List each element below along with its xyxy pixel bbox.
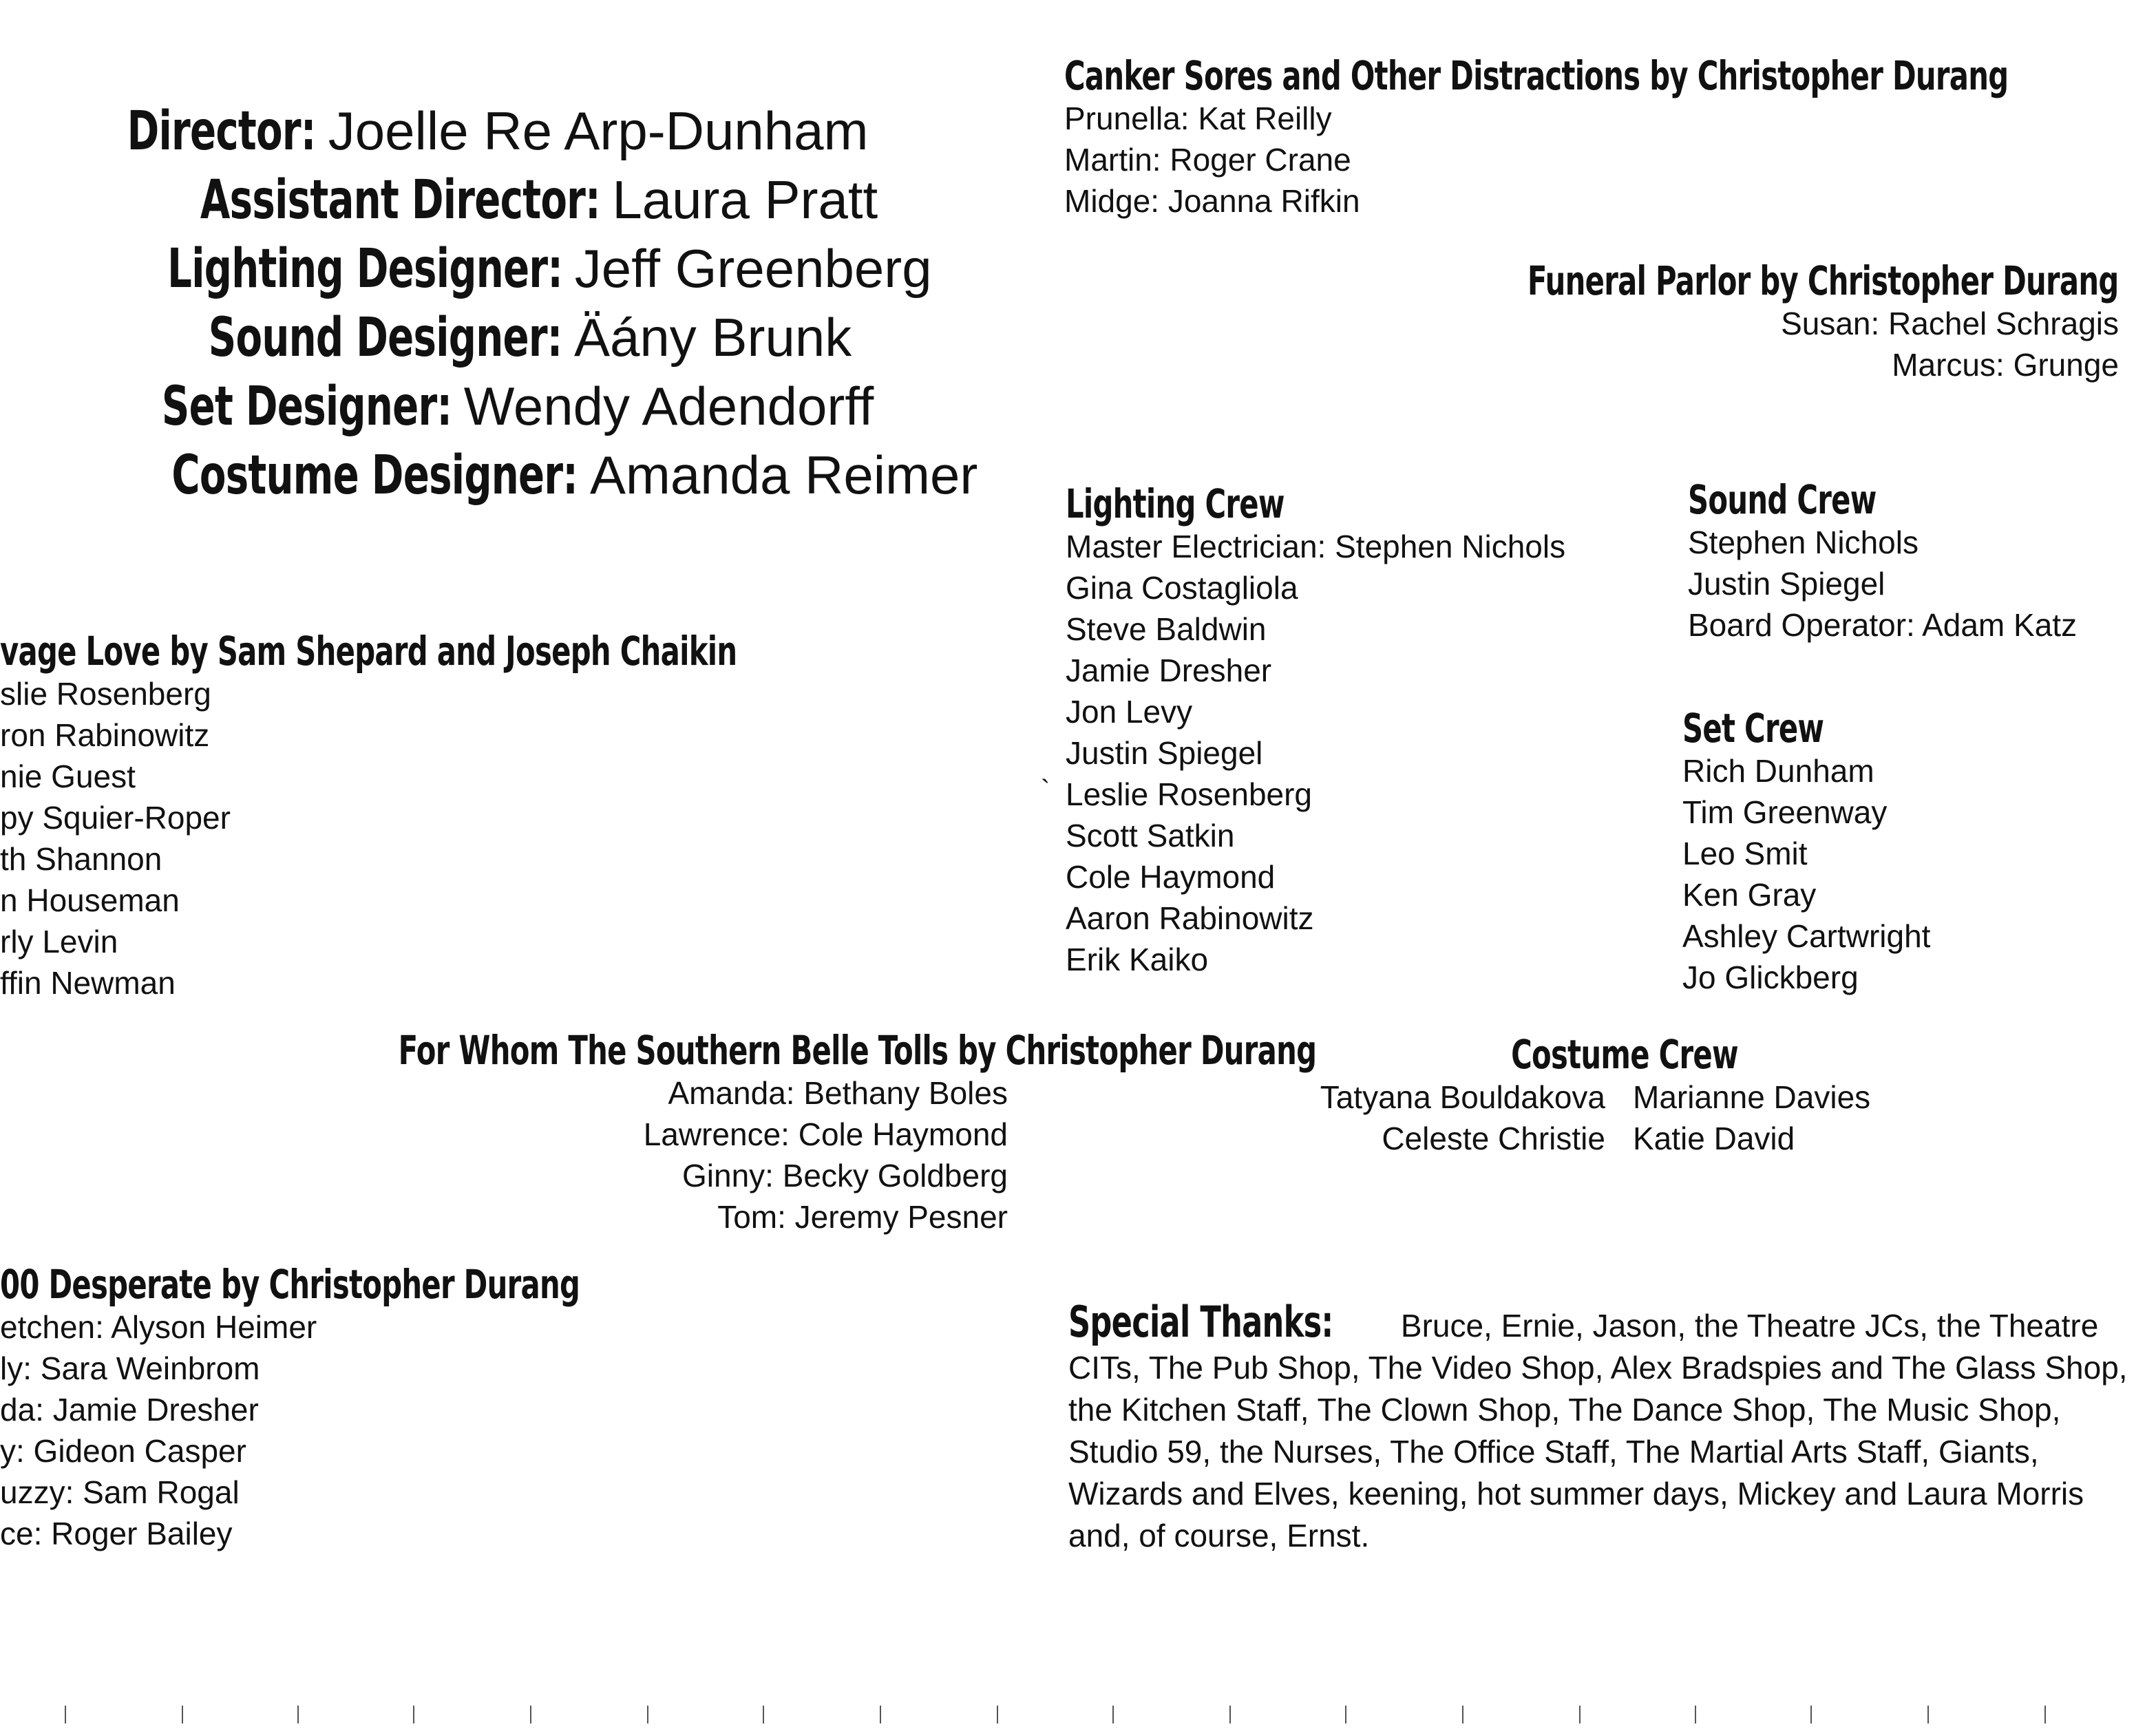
credit-lighting-designer bbox=[14, 234, 932, 303]
credit-name: Wendy Adendorff bbox=[463, 376, 874, 436]
crew-member: Ashley Cartwright bbox=[1682, 918, 1931, 954]
special-thanks-text: Bruce, Ernie, Jason, the Theatre JCs, the Theatre CITs, The Pub Shop, The Video Shop, Alex Bradspies and The Glass Shop, the Kitchen Staff, The Clown Shop, The Dance Shop, The Music Shop, Studio 59, the Nurses, The Office Staff, The Martial Arts Staff, Giants, Wizards and Elves, keening, hot summer days, Mickey and Laura Morris and, of course, Ernst. bbox=[1068, 1308, 2128, 1553]
credit-label: Set Designer: bbox=[161, 376, 452, 438]
play-funeral-parlor bbox=[1170, 259, 2119, 385]
tick-mark bbox=[65, 1706, 66, 1723]
tick-mark bbox=[1462, 1706, 1463, 1723]
tick-mark bbox=[647, 1706, 648, 1723]
set-crew bbox=[1682, 706, 2123, 998]
cast-line: Lawrence: Cole Haymond bbox=[643, 1116, 1008, 1152]
tick-mark bbox=[530, 1706, 531, 1723]
crew-member: Marianne Davies bbox=[1633, 1079, 1871, 1115]
crew-title: Sound Crew bbox=[1688, 476, 1877, 523]
crew-member: Leo Smit bbox=[1682, 836, 1808, 871]
credit-name: Joelle Re Arp-Dunham bbox=[328, 100, 869, 161]
cast-line: slie Rosenberg bbox=[0, 676, 211, 712]
cast-line: ron Rabinowitz bbox=[0, 717, 210, 753]
crew-member: Jon Levy bbox=[1066, 694, 1193, 730]
tick-mark bbox=[1345, 1706, 1346, 1723]
costume-crew bbox=[1280, 1032, 1969, 1159]
tick-mark bbox=[413, 1706, 414, 1723]
cast-line: Marcus: Grunge bbox=[1892, 347, 2119, 383]
play-savage-love bbox=[0, 629, 860, 1004]
crew-member: Justin Spiegel bbox=[1688, 566, 1885, 602]
play-title: Funeral Parlor by Christopher Durang bbox=[1528, 257, 2119, 304]
credit-director bbox=[14, 96, 909, 165]
tick-mark bbox=[1927, 1706, 1929, 1723]
cast-line: th Shannon bbox=[0, 841, 162, 877]
crew-member: Leslie Rosenberg bbox=[1066, 776, 1313, 812]
play-title: vage Love by Sam Shepard and Joseph Chaikin bbox=[0, 628, 737, 675]
play-too-desperate bbox=[0, 1262, 860, 1554]
crew-member: Scott Satkin bbox=[1066, 818, 1235, 853]
tick-mark bbox=[880, 1706, 881, 1723]
tick-mark bbox=[997, 1706, 998, 1723]
crew-member: Board Operator: Adam Katz bbox=[1688, 607, 2078, 643]
cast-line: y: Gideon Casper bbox=[0, 1433, 246, 1469]
cast-line: Amanda: Bethany Boles bbox=[668, 1075, 1008, 1111]
credit-label: Director: bbox=[127, 100, 317, 162]
credit-label: Assistant Director: bbox=[200, 169, 600, 231]
cast-line: etchen: Alyson Heimer bbox=[0, 1309, 317, 1345]
cast-line: rly Levin bbox=[0, 924, 118, 959]
crew-member: Rich Dunham bbox=[1682, 753, 1874, 789]
cast-line: Tom: Jeremy Pesner bbox=[717, 1199, 1008, 1235]
crew-title: Costume Crew bbox=[1511, 1031, 1738, 1078]
stray-mark: ` bbox=[1041, 775, 1050, 805]
play-title: For Whom The Southern Belle Tolls by Christopher Durang bbox=[398, 1027, 1317, 1074]
tick-mark bbox=[1579, 1706, 1581, 1723]
crew-member: Stephen Nichols bbox=[1688, 524, 1919, 560]
tick-mark bbox=[1695, 1706, 1696, 1723]
credit-costume-designer bbox=[14, 441, 978, 509]
special-thanks-label: Special Thanks: bbox=[1068, 1297, 1333, 1347]
tick-mark bbox=[297, 1706, 299, 1723]
credit-name: Amanda Reimer bbox=[589, 445, 978, 505]
cast-line: Prunella: Kat Reilly bbox=[1064, 100, 1332, 136]
cast-line: uzzy: Sam Rogal bbox=[0, 1474, 240, 1510]
cast-line: ce: Roger Bailey bbox=[0, 1516, 233, 1551]
cast-line: n Houseman bbox=[0, 882, 180, 918]
credit-assistant-director bbox=[14, 165, 909, 234]
crew-member: Jamie Dresher bbox=[1066, 653, 1272, 688]
crew-title: Set Crew bbox=[1682, 705, 1824, 752]
tick-mark bbox=[2044, 1706, 2046, 1723]
play-southern-belle bbox=[41, 1027, 1317, 1238]
credit-label: Sound Designer: bbox=[208, 307, 562, 369]
cast-line: ly: Sara Weinbrom bbox=[0, 1350, 260, 1386]
tick-mark bbox=[1810, 1706, 1812, 1723]
tick-mark bbox=[182, 1706, 183, 1723]
crew-title: Lighting Crew bbox=[1066, 480, 1285, 527]
crew-member: Celeste Christie bbox=[1382, 1121, 1605, 1156]
cast-line: py Squier-Roper bbox=[0, 800, 231, 836]
crew-member: Tatyana Bouldakova bbox=[1320, 1079, 1605, 1115]
cast-line: da: Jamie Dresher bbox=[0, 1392, 259, 1428]
crew-member: Erik Kaiko bbox=[1066, 942, 1209, 977]
crew-member: Justin Spiegel bbox=[1066, 735, 1263, 771]
play-title: 00 Desperate by Christopher Durang bbox=[0, 1261, 580, 1308]
crew-member: Gina Costagliola bbox=[1066, 570, 1298, 606]
crew-member: Aaron Rabinowitz bbox=[1066, 900, 1314, 936]
cast-line: Susan: Rachel Schragis bbox=[1781, 306, 2119, 341]
crew-member: Master Electrician: Stephen Nichols bbox=[1066, 529, 1566, 564]
credit-label: Costume Designer: bbox=[171, 445, 578, 507]
sound-crew bbox=[1688, 478, 2128, 646]
cast-line: Ginny: Becky Goldberg bbox=[681, 1158, 1008, 1194]
production-credits bbox=[14, 96, 978, 509]
credit-name: Jeff Greenberg bbox=[574, 238, 932, 299]
credit-name: Äány Brunk bbox=[574, 307, 852, 368]
tick-mark bbox=[1112, 1706, 1114, 1723]
crew-member: Steve Baldwin bbox=[1066, 611, 1267, 647]
tick-mark bbox=[763, 1706, 764, 1723]
credit-label: Lighting Designer: bbox=[167, 238, 563, 300]
credit-sound-designer bbox=[14, 303, 909, 372]
crew-member: Ken Gray bbox=[1682, 877, 1817, 913]
cast-line: ffin Newman bbox=[0, 965, 176, 1001]
cast-line: nie Guest bbox=[0, 759, 136, 794]
tick-mark bbox=[1229, 1706, 1231, 1723]
special-thanks bbox=[1068, 1297, 2128, 1557]
credit-name: Laura Pratt bbox=[612, 169, 878, 230]
crew-member: Cole Haymond bbox=[1066, 859, 1276, 895]
play-title: Canker Sores and Other Distractions by Christopher Durang bbox=[1064, 52, 2009, 99]
credit-set-designer bbox=[14, 372, 909, 441]
lighting-crew bbox=[1066, 482, 1658, 980]
crew-member: Katie David bbox=[1633, 1121, 1795, 1156]
crew-member: Tim Greenway bbox=[1682, 794, 1888, 830]
cast-line: Midge: Joanna Rifkin bbox=[1064, 183, 1360, 219]
play-canker-sores bbox=[1064, 54, 2097, 222]
perforation-ticks bbox=[0, 1706, 2156, 1729]
crew-member: Jo Glickberg bbox=[1682, 959, 1859, 995]
cast-line: Martin: Roger Crane bbox=[1064, 142, 1351, 178]
